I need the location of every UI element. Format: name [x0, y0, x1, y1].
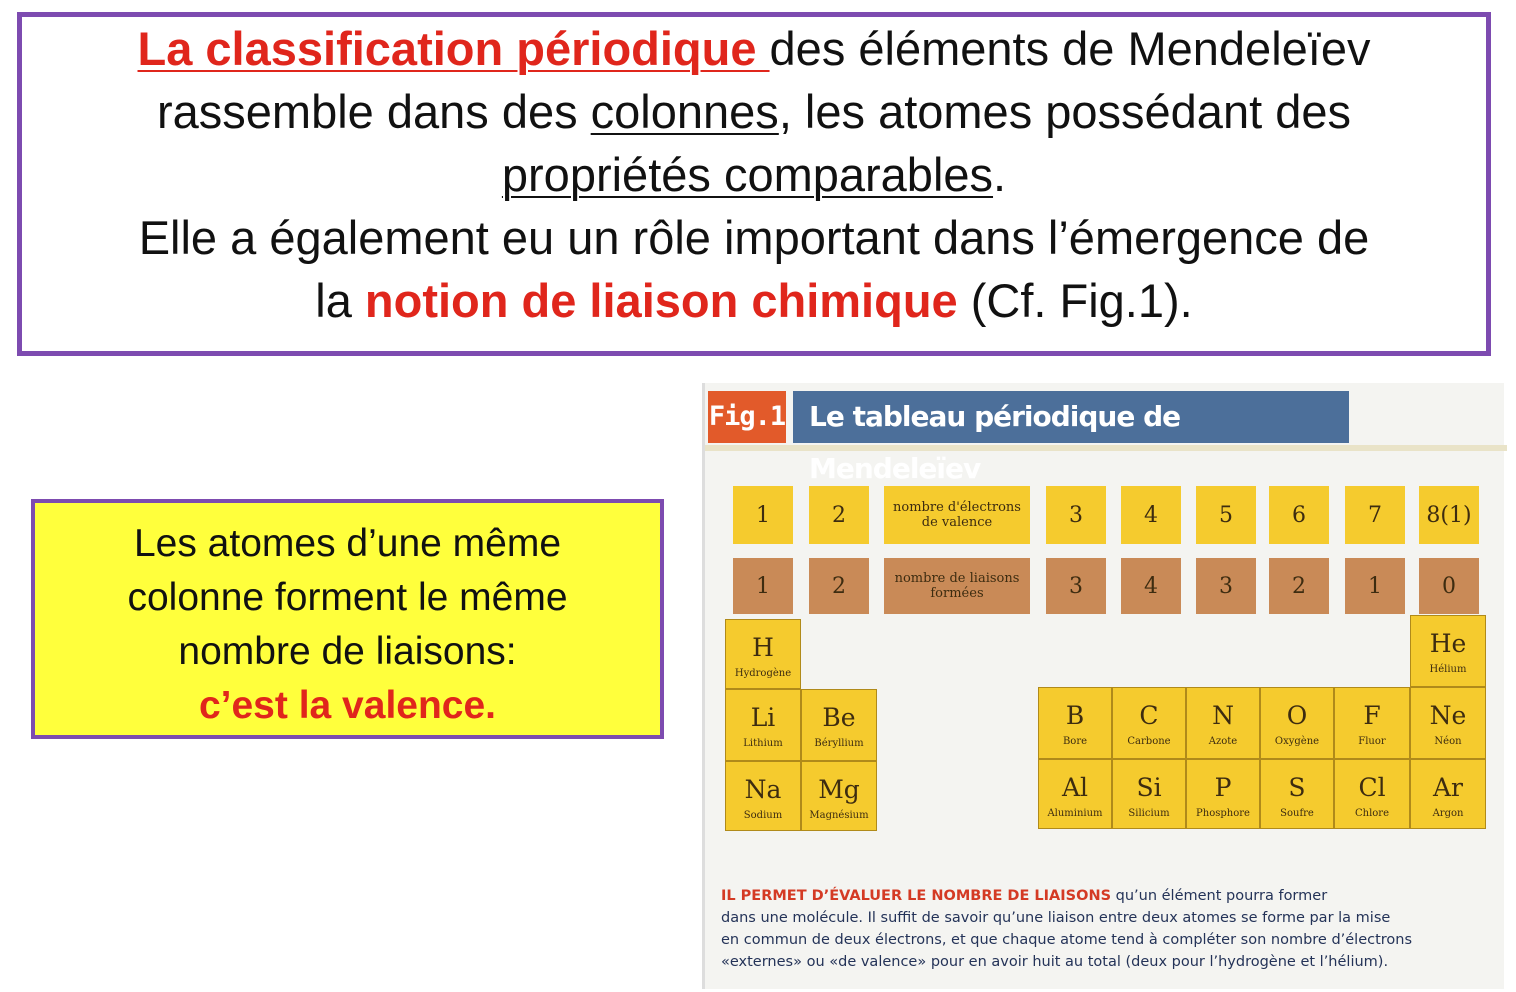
element-tile	[725, 761, 801, 831]
element-tile	[1112, 759, 1186, 829]
definition-line-5	[22, 269, 1486, 332]
definition-line-1	[22, 17, 1486, 80]
definition-text: .	[993, 148, 1007, 201]
liaison-cell: 4	[1121, 558, 1181, 614]
element-name: Aluminium	[1047, 808, 1103, 819]
liaison-cell: 3	[1046, 558, 1106, 614]
element-tile	[1186, 687, 1260, 759]
element-name: Sodium	[743, 810, 783, 821]
element-tile	[1334, 687, 1410, 759]
element-symbol: N	[1212, 701, 1234, 730]
element-name: Lithium	[743, 738, 783, 749]
element-symbol: P	[1214, 773, 1232, 802]
caption-lead: IL PERMET D’ÉVALUER LE NOMBRE DE LIAISONS	[721, 888, 1112, 904]
valence-cell: 6	[1269, 486, 1329, 544]
element-name: Hydrogène	[734, 668, 792, 679]
valence-cell: 3	[1046, 486, 1106, 544]
valence-cell: 7	[1345, 486, 1405, 544]
colonnes-term: colonnes	[590, 85, 779, 138]
caption-line: en commun de deux électrons, et que chaque atome tend à compléter son nombre d’électrons	[721, 932, 1413, 948]
liaison-cell: 2	[1269, 558, 1329, 614]
definition-text: des éléments de Mendeleïev	[769, 22, 1371, 75]
element-tile	[725, 619, 801, 689]
definition-text: (Cf. Fig.1).	[957, 274, 1193, 327]
header-strip	[705, 445, 1507, 451]
proprietes-term: propriétés comparables	[501, 148, 994, 201]
liaison-cell: 2	[809, 558, 869, 614]
valence-line-1: Les atomes d’une même	[133, 522, 562, 565]
caption-line	[721, 885, 1491, 907]
definition-text: , les atomes possédant des	[778, 85, 1351, 138]
element-symbol: Ne	[1429, 701, 1467, 730]
valence-line-2: colonne forment le même	[127, 576, 568, 619]
element-tile	[1260, 687, 1334, 759]
definition-line-3	[22, 143, 1486, 206]
valence-cell: 4	[1121, 486, 1181, 544]
liaison-cell: 3	[1196, 558, 1256, 614]
element-tile	[801, 761, 877, 831]
element-symbol: Al	[1061, 773, 1089, 802]
caption-text: qu’un élément pourra former	[1111, 888, 1328, 904]
element-name: Chlore	[1354, 808, 1389, 819]
element-name: Oxygène	[1274, 736, 1320, 747]
valence-cell: 5	[1196, 486, 1256, 544]
figure-mendeleev	[702, 383, 1504, 989]
definition-text: rassemble dans des	[157, 85, 591, 138]
element-tile	[1038, 759, 1112, 829]
element-tile	[1038, 687, 1112, 759]
element-name: Silicium	[1128, 808, 1170, 819]
liaison-cell: 0	[1419, 558, 1479, 614]
element-name: Azote	[1208, 736, 1238, 747]
element-tile	[1410, 615, 1486, 687]
figure-header	[705, 391, 1349, 485]
element-symbol: Be	[822, 703, 856, 732]
element-symbol: Si	[1136, 773, 1162, 802]
definition-box	[17, 12, 1491, 356]
element-name: Phosphore	[1196, 808, 1250, 819]
valence-conclusion: c’est la valence.	[198, 684, 497, 727]
element-tile	[1112, 687, 1186, 759]
element-tile	[725, 689, 801, 761]
element-symbol: F	[1363, 701, 1381, 730]
element-tile	[1186, 759, 1260, 829]
element-name: Argon	[1432, 808, 1464, 819]
caption-line: dans une molécule. Il suffit de savoir qu’une liaison entre deux atomes se forme par la mise	[721, 910, 1391, 926]
element-symbol: O	[1286, 701, 1308, 730]
liaison-cell: 1	[1345, 558, 1405, 614]
element-symbol: B	[1065, 701, 1085, 730]
liaison-term: notion de liaison chimique	[364, 274, 958, 327]
definition-line-2	[22, 80, 1486, 143]
figure-caption	[721, 885, 1491, 973]
element-symbol: Ar	[1432, 773, 1463, 802]
element-name: Soufre	[1280, 808, 1314, 819]
element-symbol: Cl	[1358, 773, 1386, 802]
valence-cell: 1	[733, 486, 793, 544]
valence-line-3: nombre de liaisons:	[178, 630, 517, 673]
caption-line: «externes» ou «de valence» pour en avoir huit au total (deux pour l’hydrogène et l’hélium).	[721, 954, 1389, 970]
definition-line-4: Elle a également eu un rôle important dans l’émergence de	[138, 211, 1370, 264]
element-tile	[801, 689, 877, 761]
liaison-label: nombre de liaisons formées	[884, 558, 1030, 614]
definition-text: la	[315, 274, 365, 327]
element-symbol: Mg	[818, 775, 860, 804]
element-tile	[1334, 759, 1410, 829]
element-name: Fluor	[1358, 736, 1386, 747]
element-tile	[1410, 759, 1486, 829]
element-name: Béryllium	[814, 738, 864, 749]
element-name: Néon	[1434, 736, 1462, 747]
figure-number: Fig.1	[708, 391, 786, 443]
element-symbol: Li	[750, 703, 776, 732]
valence-cell: 8(1)	[1419, 486, 1479, 544]
element-name: Carbone	[1127, 736, 1171, 747]
element-symbol: Na	[744, 775, 782, 804]
classification-term: La classification périodique	[137, 22, 770, 75]
element-name: Hélium	[1429, 664, 1467, 675]
element-name: Magnésium	[809, 810, 869, 821]
element-tile	[1410, 687, 1486, 759]
element-symbol: He	[1429, 629, 1467, 658]
valence-box	[31, 499, 664, 739]
element-symbol: C	[1139, 701, 1159, 730]
valence-label: nombre d'électrons de valence	[884, 486, 1030, 544]
element-symbol: H	[752, 633, 774, 662]
element-symbol: S	[1288, 773, 1306, 802]
element-tile	[1260, 759, 1334, 829]
figure-title: Le tableau périodique de Mendeleïev	[793, 391, 1349, 443]
liaison-cell: 1	[733, 558, 793, 614]
element-name: Bore	[1062, 736, 1088, 747]
valence-cell: 2	[809, 486, 869, 544]
